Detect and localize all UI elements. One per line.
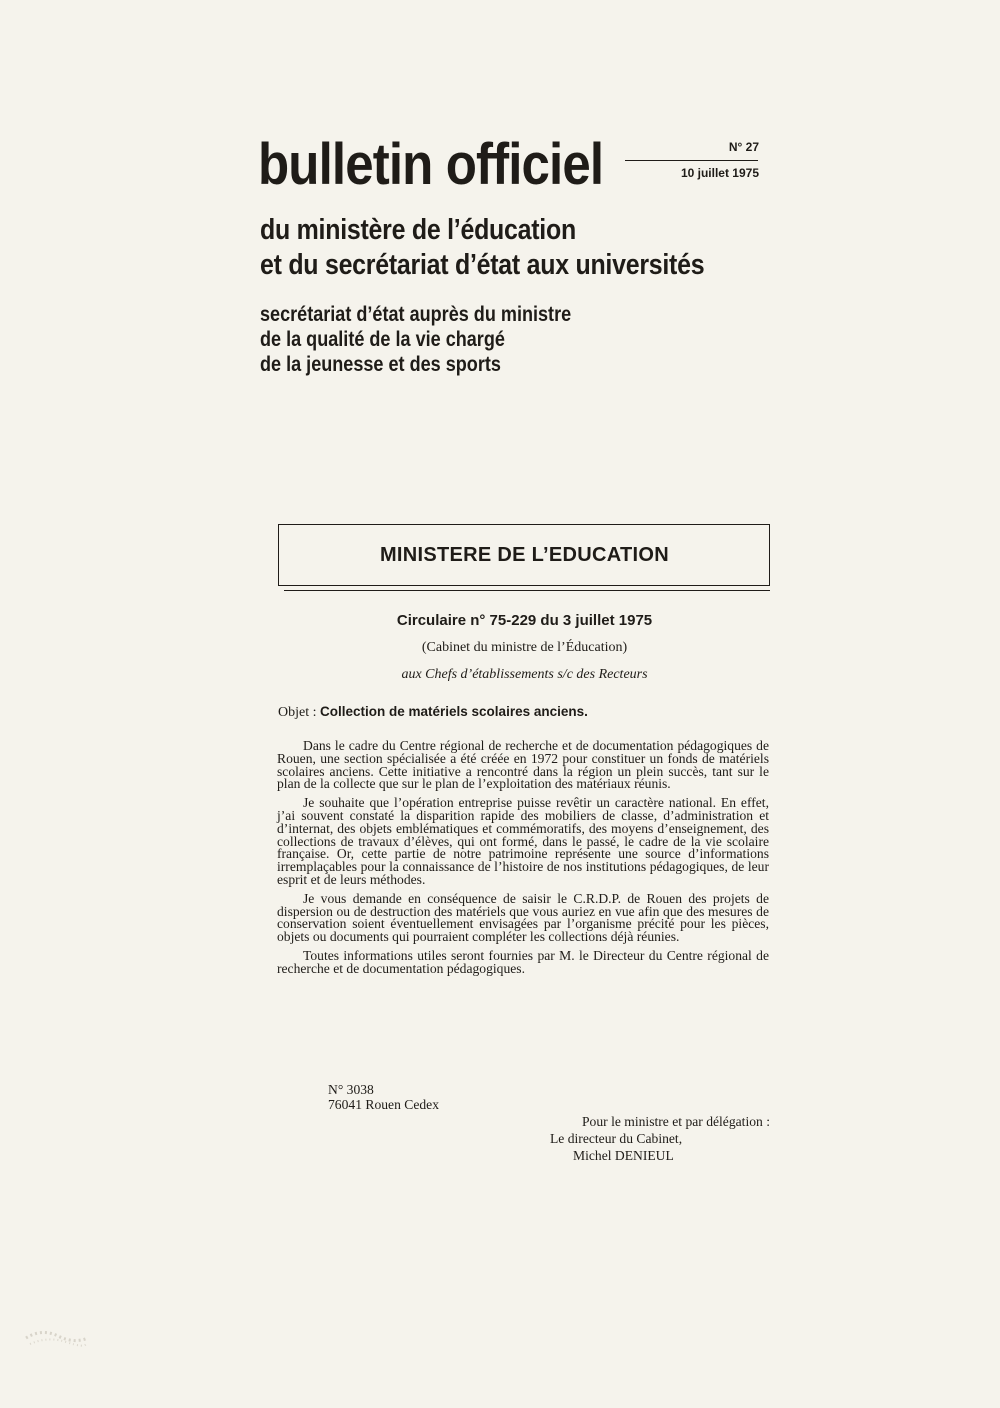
subtitle-line: et du secrétariat d’état aux universités [260, 249, 705, 281]
subtitle-line: du ministère de l’éducation [260, 214, 576, 246]
circular-body [277, 740, 769, 982]
signature-line: Le directeur du Cabinet, [550, 1131, 683, 1146]
address-block [328, 1082, 439, 1112]
address-line: N° 3038 [328, 1082, 374, 1097]
body-paragraph: Je souhaite que l’opération entreprise puisse revêtir un caractère national. En effet, j’ai souvent constaté la disparition rapide des mobiliers de classe, d’administration et d’internat, des objets emblématiques et commémoratifs, des moyens d’enseignement, des collections de travaux d’élèves, qui ont formé, dans le passé, le cadre de la vie scolaire française. Or, cette partie de notre patrimoine représente une source d’informations irremplaçables pour la connaissance de l’histoire de nos institutions pédagogiques, de leur esprit et de leurs méthodes. [277, 795, 769, 887]
circular-title: Circulaire n° 75-229 du 3 juillet 1975 [396, 612, 653, 629]
secretariat-line: de la qualité de la vie chargé [260, 328, 505, 351]
secretariat-subtitle [260, 302, 571, 377]
circular-cabinet: (Cabinet du ministre de l’Éducation) [421, 640, 628, 655]
issue-divider [625, 160, 758, 161]
body-paragraph: Toutes informations utiles seront fournies par M. le Directeur du Centre régional de recherche et de documentation pédagogiques. [277, 947, 769, 976]
secretariat-line: de la jeunesse et des sports [260, 353, 501, 376]
signature-block [470, 1113, 770, 1164]
circular-recipients: aux Chefs d’établissements s/c des Recteurs [401, 667, 648, 682]
ministry-heading: MINISTERE DE L’EDUCATION [379, 544, 670, 566]
object-label: Objet : [278, 705, 320, 720]
object-value: Collection de matériels scolaires anciens. [320, 704, 588, 719]
signature-line: Pour le ministre et par délégation : [582, 1114, 770, 1129]
issue-number: N° 27 [728, 140, 759, 154]
body-paragraph: Dans le cadre du Centre régional de recherche et de documentation pédagogiques de Rouen, une section spécialisée a été créée en 1972 pour constituer un fonds de matériels scolaires anciens. Cette initiative a rencontré dans la région un plein succès, tant sur le plan de la collecte que sur le plan de l’exploitation des matériaux réunis. [277, 738, 769, 792]
issue-date: 10 juillet 1975 [680, 166, 759, 180]
secretariat-line: secrétariat d’état auprès du ministre [260, 303, 572, 326]
signatory-name: Michel DENIEUL [573, 1148, 674, 1163]
address-line: 76041 Rouen Cedex [328, 1097, 440, 1112]
body-paragraph: Je vous demande en conséquence de saisir le C.R.D.P. de Rouen des projets de dispersion ou de destruction des matériels que vous auriez en vue afin que des mesures de conservation soient éventuellement envisagées par l’organisme précité pour les pièces, objets ou documents qui pourraient compléter les collections déjà réunies. [277, 890, 769, 945]
object-line [278, 704, 588, 721]
ministry-subtitle [260, 213, 704, 283]
ministry-box-underline [284, 590, 770, 591]
faint-stamp-mark [22, 1320, 92, 1350]
bulletin-title: bulletin officiel [258, 132, 604, 197]
